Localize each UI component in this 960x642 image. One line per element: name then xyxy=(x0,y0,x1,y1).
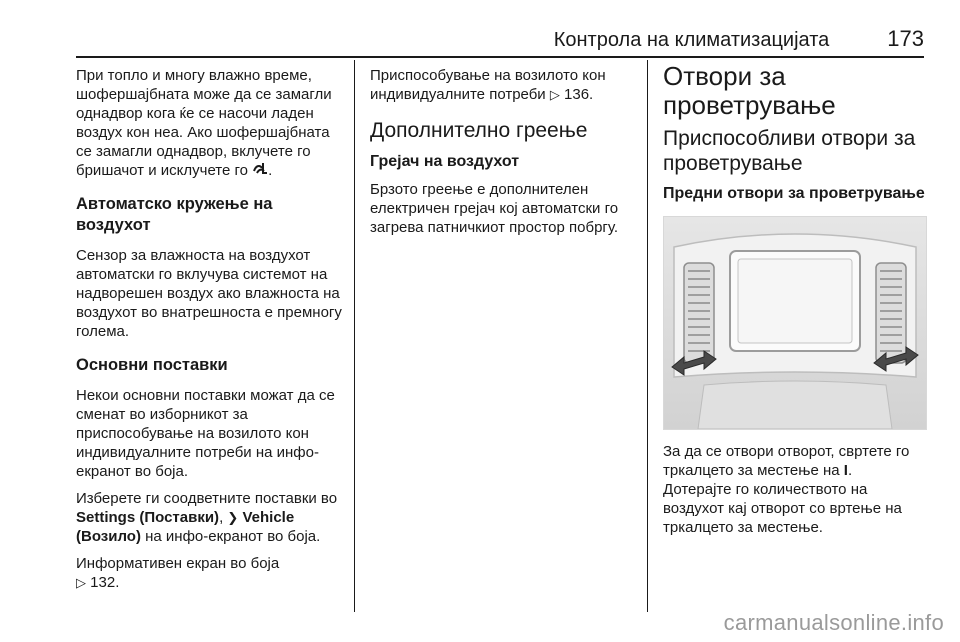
heading-air-heater: Грејач на воздухот xyxy=(370,153,520,170)
heading-front-vents: Предни отвори за проветрување xyxy=(663,185,925,202)
heading-auto-recirculation: Автоматско кружење на воздухот xyxy=(76,195,273,234)
heading-additional-heating: Дополнително греење xyxy=(370,119,588,142)
paragraph: При топло и многу влажно време, шофершајбната може да се замагли однадвор кога ќе се насочи ладен воздух кон неа. Ако шофершајбната се замагли однадвор, вклучете го бришачот и исклучете го . xyxy=(76,67,332,179)
heading-adjustable-vents: Приспособливи отвори за проветрување xyxy=(663,127,916,175)
paragraph: Информативен екран во боја ▷ 132. xyxy=(76,555,280,591)
paragraph: Изберете ги соодветните поставки во Settings (Поставки), ❯ Vehicle (Возило) на инфо-екранот во боја. xyxy=(76,490,338,545)
front-vents-illustration xyxy=(663,216,927,430)
fan-off-icon xyxy=(252,162,268,179)
paragraph: Брзото греење е дополнителен електричен грејач кој автоматски го загрева патничкиот простор побргу. xyxy=(370,181,619,236)
paragraph: Некои основни поставки можат да се сменат во изборникот за приспособување на возилото кон индивидуалните потреби на инфо-екранот во боја. xyxy=(76,387,335,480)
column-3 xyxy=(663,61,928,545)
section-title: Контрола на климатизацијата xyxy=(553,29,830,51)
menu-arrow-icon: ❯ xyxy=(227,510,239,525)
vehicle-label: Vehicle (Возило) xyxy=(76,509,295,545)
page-header xyxy=(0,26,924,52)
open-position-symbol: I xyxy=(843,462,848,479)
heading-air-vents: Отвори за проветрување xyxy=(663,61,836,120)
page-ref-icon: ▷ xyxy=(549,87,560,102)
column-1 xyxy=(76,66,344,600)
column-2 xyxy=(370,66,638,245)
column-divider-2 xyxy=(647,60,648,612)
paragraph: За да се отвори отворот, свртете го тркалцето за местење на I. Дотерајте го количеството на воздухот кај отворот со вртење на тркалцето за местење. xyxy=(663,443,910,536)
heading-basic-settings: Основни поставки xyxy=(76,356,228,374)
settings-label: Settings (Поставки) xyxy=(76,509,220,526)
watermark: carmanualsonline.info xyxy=(723,610,944,635)
paragraph: Приспособување на возилото кон индивидуалните потреби ▷ 136. xyxy=(370,67,606,103)
column-divider-1 xyxy=(354,60,355,612)
header-rule xyxy=(76,56,924,58)
page-number: 173 xyxy=(887,26,924,51)
page-ref-icon: ▷ xyxy=(76,575,86,590)
paragraph: Сензор за влажноста на воздухот автоматски го вклучува системот на надворешен воздух ако влажноста на воздухот во внатрешноста е премногу голема. xyxy=(76,247,342,340)
